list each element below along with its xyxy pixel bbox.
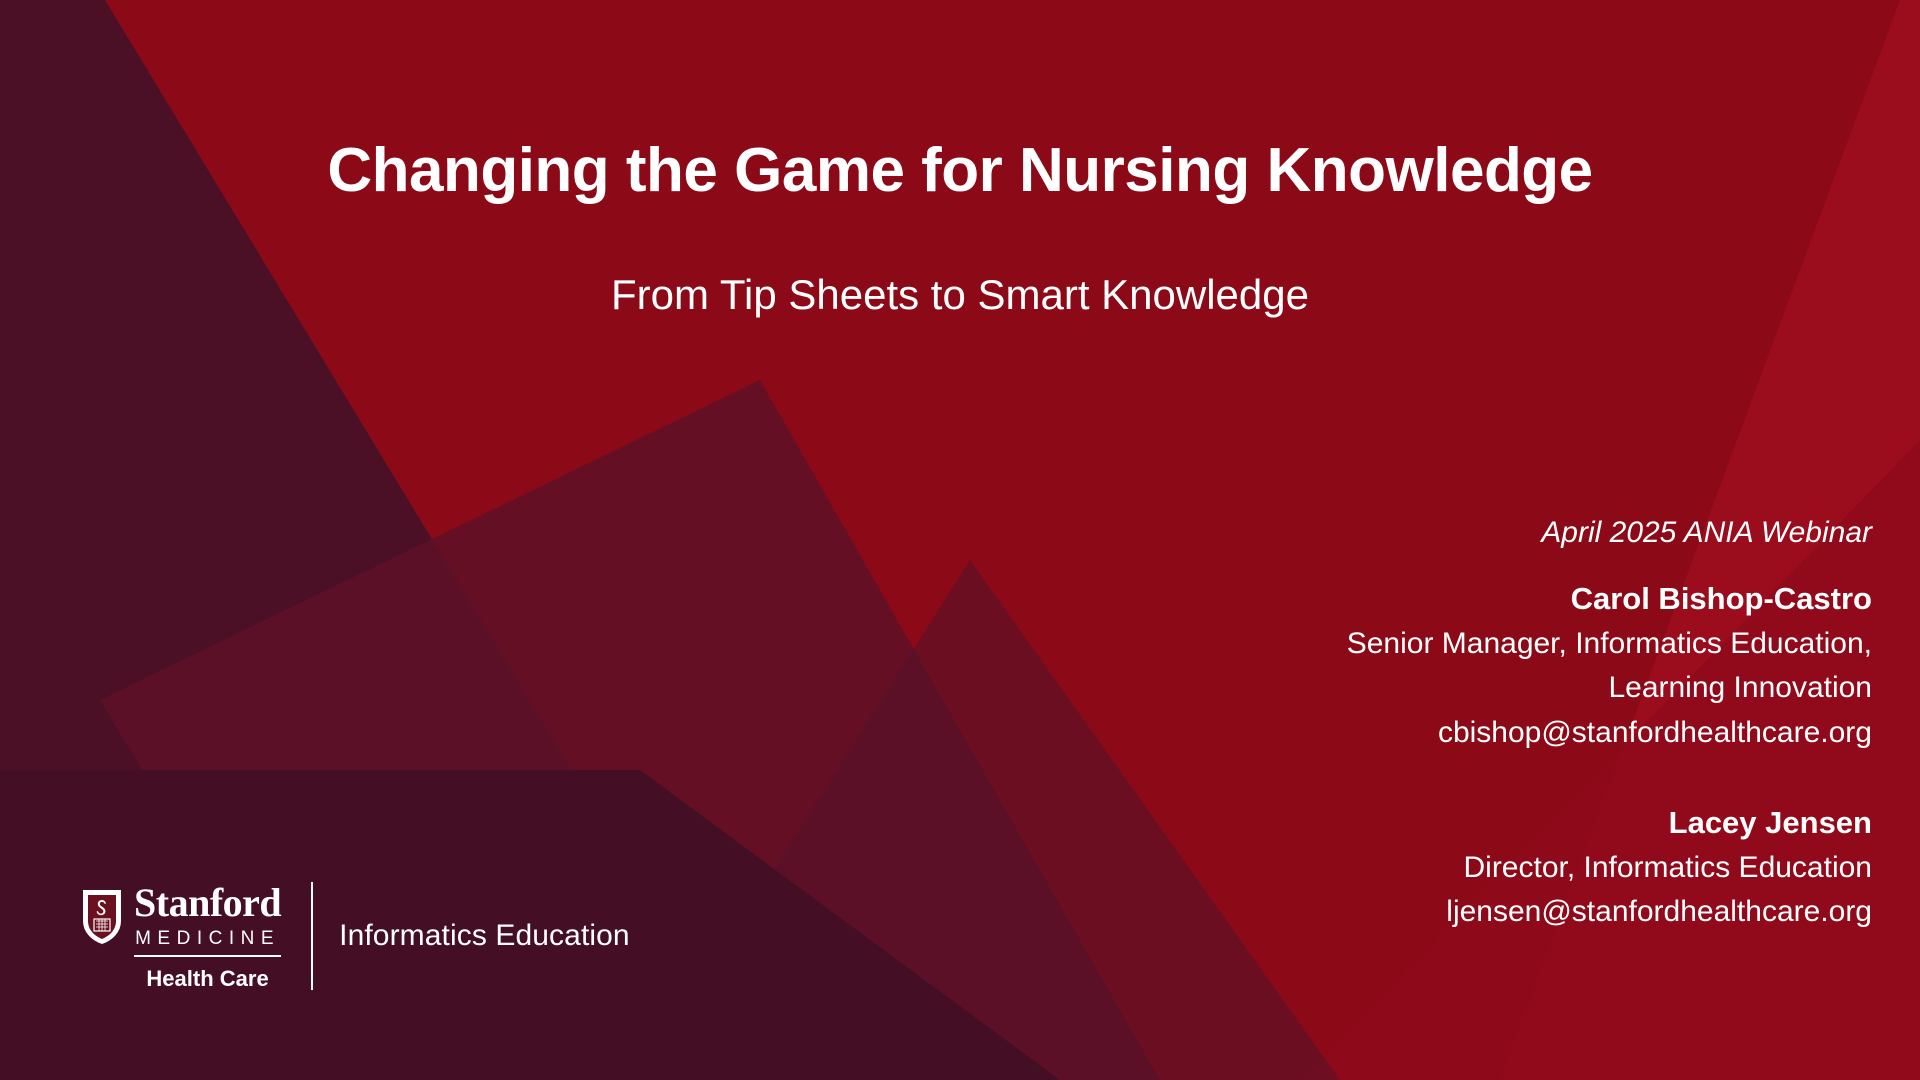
presenter-1-title-line-1: Senior Manager, Informatics Education, [1346, 626, 1872, 660]
slide-subtitle: From Tip Sheets to Smart Knowledge [611, 271, 1309, 318]
stanford-logo-group [82, 879, 282, 991]
presenter-2 [892, 801, 1872, 935]
presenter-2-email[interactable]: ljensen@stanfordhealthcare.org [1446, 895, 1872, 929]
presenter-1-email[interactable]: cbishop@stanfordhealthcare.org [1437, 715, 1872, 749]
logo-divider [311, 882, 313, 990]
department-name: Informatics Education [339, 919, 630, 952]
health-care-wordmark: Health Care [146, 965, 269, 991]
presenter-2-title-line-1: Director, Informatics Education [1463, 851, 1872, 885]
stanford-wordmark-group [134, 879, 282, 991]
presenter-1 [892, 577, 1872, 755]
event-name: April 2025 ANIA Webinar [1541, 516, 1872, 549]
presenter-info-block [892, 510, 1872, 935]
presenter-1-name: Carol Bishop-Castro [1570, 581, 1872, 616]
medicine-wordmark: MEDICINE [134, 929, 281, 957]
stanford-wordmark: Stanford [134, 879, 282, 925]
stanford-shield-icon [82, 889, 122, 945]
slide-title: Changing the Game for Nursing Knowledge [327, 136, 1593, 205]
presenter-2-name: Lacey Jensen [1668, 805, 1872, 841]
presenter-1-title-line-2: Learning Innovation [1608, 671, 1872, 705]
stanford-medicine-logo [82, 879, 630, 991]
